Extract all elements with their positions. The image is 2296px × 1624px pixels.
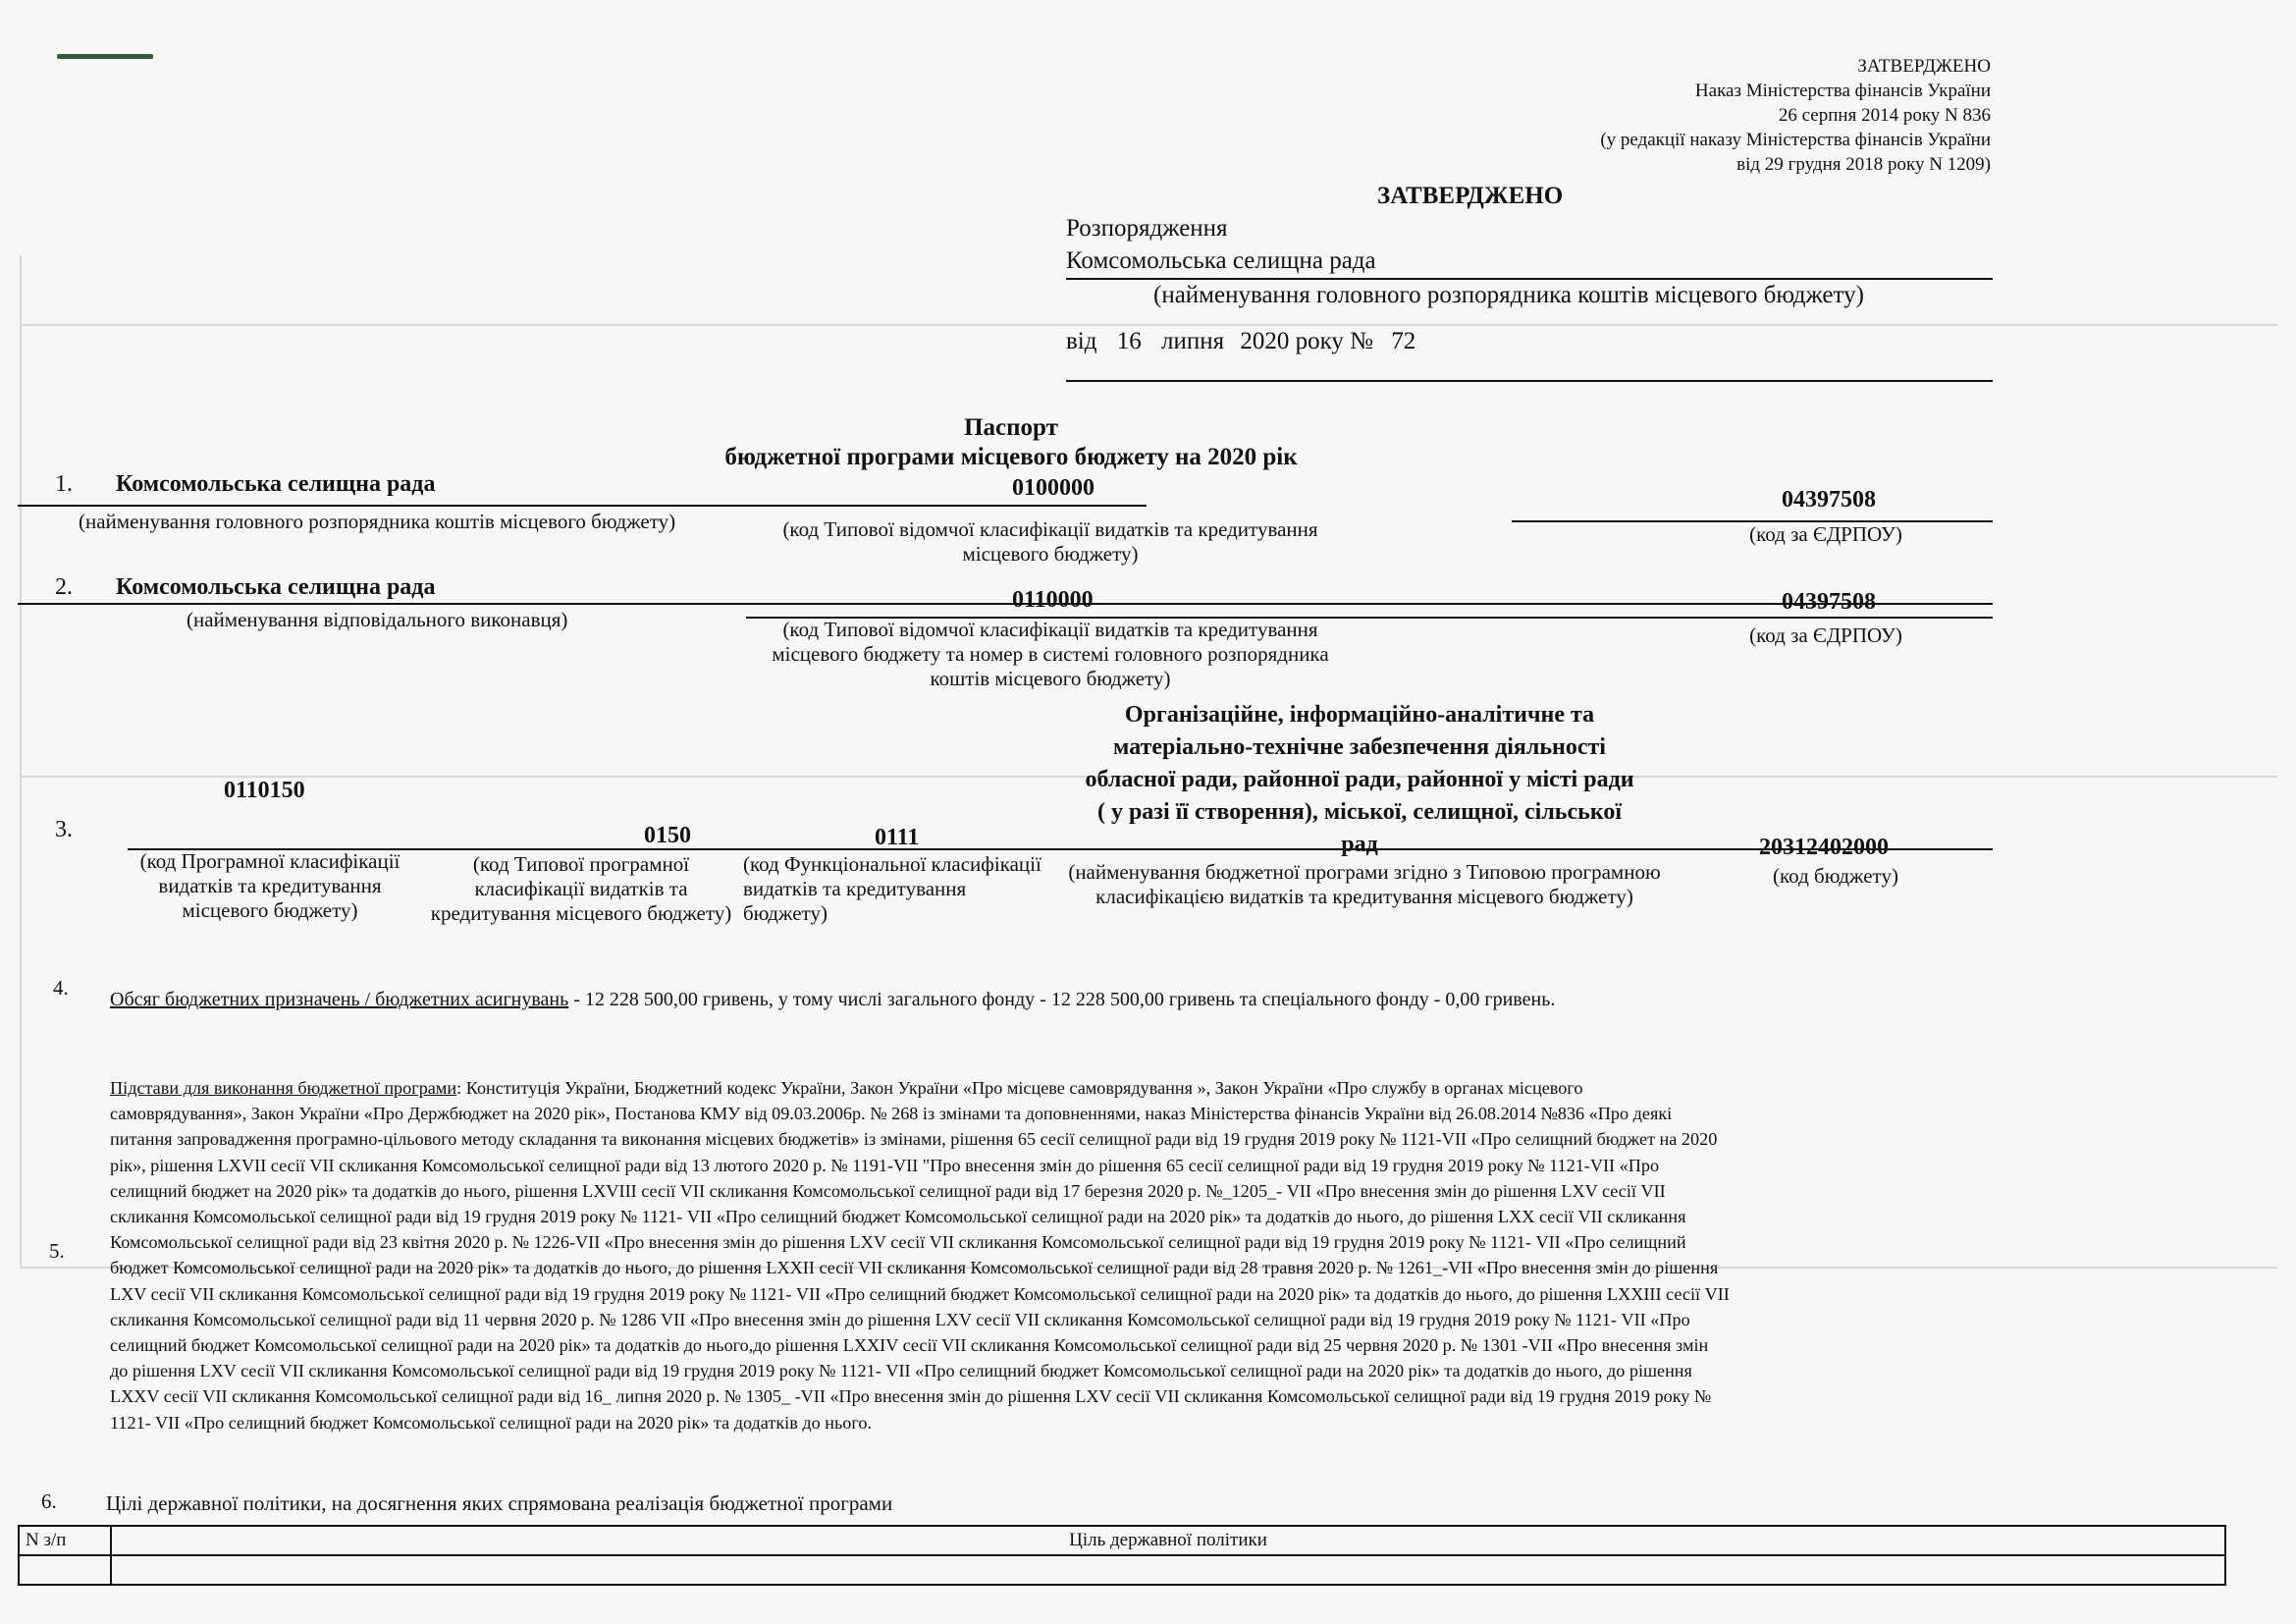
edrpou-code: 04397508: [1782, 487, 1876, 513]
basis-line: селищний бюджет на 2020 рік» та додатків до нього, рішення LXVIII сесії VII скликання Комсомольської селищної ради від 17 березня 2020 р. №_1205_- VII «Про внесення змін до рішення LXV сесії VII: [110, 1180, 1666, 1201]
row-number: 6.: [41, 1489, 57, 1513]
approval-line: від 29 грудня 2018 року N 1209): [1736, 154, 1991, 175]
caption-line: видатків та кредитування: [743, 877, 967, 900]
row-number: 5.: [49, 1239, 65, 1263]
caption-functional-code: [743, 852, 1057, 926]
date-month: липня: [1160, 328, 1225, 354]
allocation-label: Обсяг бюджетних призначень / бюджетних асигнувань: [110, 989, 569, 1010]
basis-line: бюджет Комсомольської селищної ради на 2020 рік» та додатків до нього, до рішення LXXII сесії VII скликання Комсомольської селищної ради від 28 травня 2020 р. № 1261_-VII «Про внесення змін до рішення: [110, 1258, 1719, 1278]
caption-line: видатків та кредитування: [158, 874, 382, 897]
executor-name: Комсомольська селищна рада: [116, 574, 436, 600]
allocation-text: [110, 989, 1555, 1011]
caption-edrpou: (код за ЄДРПОУ): [1749, 522, 1902, 546]
row-number: 2.: [55, 574, 73, 600]
basis-line: LXV сесії VII скликання Комсомольської селищної ради від 19 грудня 2019 року № 1121- VII «Про селищний бюджет Комсомольської селищної ради на 2020 рік» та додатків до нього, до рішення LXXIII сесії VII: [110, 1283, 1730, 1304]
basis-line: скликання Комсомольської селищної ради від 11 червня 2020 р. № 1286 VII «Про внесення змін до рішення LXV сесії VII скликання Комсомольської селищної ради від 19 грудня 2019 року № 1121- VII «Про: [110, 1309, 1690, 1329]
caption-typical-code: [424, 852, 738, 926]
caption-line: місцевого бюджету): [182, 898, 358, 922]
caption-executor-code: [746, 618, 1355, 691]
caption-line: (код Типової відомчої класифікації видатків та кредитування: [782, 618, 1318, 641]
basis-line: скликання Комсомольської селищної ради від 19 грудня 2019 року № 1121- VII «Про селищний бюджет Комсомольської селищної ради на 2020 рік» та додатків до нього, до рішення LXX сесії VII скликання: [110, 1207, 1686, 1227]
manager-name: Комсомольська селищна рада: [116, 471, 436, 497]
functional-code: 0111: [875, 825, 920, 850]
program-name-line: Організаційне, інформаційно-аналітичне та: [1124, 702, 1595, 728]
caption-line: коштів місцевого бюджету): [930, 667, 1171, 690]
caption-edrpou: (код за ЄДРПОУ): [1749, 623, 1902, 647]
department-code: 0100000: [1012, 475, 1095, 501]
approval-date: [1066, 328, 1415, 355]
green-ink-mark: [57, 54, 153, 59]
approval-doc-type: Розпорядження: [1066, 215, 1228, 242]
policy-goals-heading: Цілі державної політики, на досягнення яких спрямована реалізація бюджетної програми: [106, 1491, 893, 1515]
caption-department-code: [746, 517, 1355, 567]
basis-line: 1121- VII «Про селищний бюджет Комсомольської селищної ради на 2020 рік» та додатків до нього.: [110, 1412, 873, 1433]
caption-manager: (найменування головного розпорядника коштів місцевого бюджету): [79, 510, 676, 533]
budget-code: 20312402000: [1759, 835, 1889, 860]
basis-line: селищний бюджет Комсомольської селищної ради на 2020 рік» та додатків до нього,до рішення LXXIV сесії VII скликання Комсомольської селищної ради від 25 червня 2020 р. № 1301 -VII «Про внесення змін: [110, 1335, 1709, 1356]
caption-program-code: [128, 849, 412, 923]
order-number: 72: [1391, 328, 1416, 354]
col-goal-header: Ціль державної політики: [111, 1526, 2225, 1555]
underline: [1066, 278, 1993, 280]
program-code: 0110150: [224, 778, 305, 803]
underline: [1066, 380, 1993, 382]
caption-line: класифікації видатків та: [474, 877, 688, 900]
bleed-through-line: [20, 324, 2277, 326]
table-header-row: [19, 1526, 2225, 1555]
edrpou-code: 04397508: [1782, 589, 1876, 615]
row-number: 4.: [53, 976, 69, 1000]
approval-line: (у редакції наказу Міністерства фінансів України: [1600, 130, 1991, 150]
caption-line: (код Програмної класифікації: [139, 849, 400, 873]
basis-line: самоврядування», Закон України «Про Держбюджет на 2020 рік», Постанова КМУ від 09.03.2006р. № 268 із змінами та доповненнями, наказ Міністерства фінансів України від 26.08.2014 №836 «Про деякі: [110, 1104, 1673, 1124]
table-row: [19, 1555, 2225, 1585]
policy-goals-table: [18, 1525, 2226, 1586]
executor-code: 0110000: [1012, 587, 1094, 613]
basis-line: [110, 1075, 1980, 1101]
caption-line: (код Функціональної класифікації: [743, 852, 1041, 876]
caption-line: місцевого бюджету): [962, 542, 1139, 566]
caption-budget-code: (код бюджету): [1773, 864, 1898, 888]
program-name: [1041, 699, 1679, 861]
date-day: 16: [1116, 328, 1142, 354]
row-number: 1.: [55, 471, 73, 497]
date-prefix: від: [1066, 328, 1097, 354]
approval-line: 26 серпня 2014 року N 836: [1778, 105, 1991, 126]
caption-line: (найменування бюджетної програми згідно з Типовою програмною: [1068, 860, 1661, 884]
approval-header: [1304, 54, 1991, 177]
approval-org-caption: (найменування головного розпорядника коштів місцевого бюджету): [1153, 282, 1864, 308]
basis-text: : Конституція України, Бюджетний кодекс України, Закон України «Про місцеве самоврядування », Закон України «Про службу в органах місцевого: [456, 1078, 1583, 1098]
col-number-header: N з/п: [19, 1526, 111, 1555]
basis-line: Комсомольської селищної ради від 23 квітня 2020 р. № 1226-VII «Про внесення змін до рішення LXV сесії VII скликання Комсомольської селищної ради від 19 грудня 2019 року № 1121- VII «Про селищний: [110, 1232, 1686, 1253]
row-line: [18, 603, 1993, 605]
caption-line: бюджету): [743, 901, 828, 925]
approval-line: ЗАТВЕРДЖЕНО: [1857, 56, 1991, 77]
basis-line: до рішення LXV сесії VII скликання Комсомольської селищної ради від 19 грудня 2019 року № 1121- VII «Про селищний бюджет Комсомольської селищної ради на 2020 рік» та додатків до нього, до рішення: [110, 1361, 1692, 1381]
table-cell: [111, 1555, 2225, 1585]
basis-line: питання запровадження програмно-цільового методу складання та виконання місцевих бюджетів» із змінами, рішення 65 сесії селищної ради від 19 грудня 2019 року № 1121-VII «Про селищний бюджет на 2020: [110, 1129, 1718, 1150]
caption-line: місцевого бюджету та номер в системі головного розпорядника: [772, 642, 1329, 666]
program-name-line: ( у разі її створення), міської, селищної, сільської: [1096, 799, 1623, 825]
caption-line: (код Типової програмної: [472, 852, 690, 876]
program-name-line: рад: [1341, 832, 1378, 857]
caption-line: (код Типової відомчої класифікації видатків та кредитування: [782, 517, 1318, 541]
caption-executor: (найменування відповідального виконавця): [187, 608, 568, 631]
approval-title: ЗАТВЕРДЖЕНО: [1377, 183, 1564, 209]
typical-program-code: 0150: [644, 823, 691, 848]
bleed-through-line: [20, 255, 22, 1267]
row-number: 3.: [55, 817, 73, 842]
caption-line: кредитування місцевого бюджету): [430, 901, 732, 925]
row-line: [18, 505, 1147, 507]
passport-subtitle: бюджетної програми місцевого бюджету на 2020 рік: [724, 444, 1298, 470]
program-name-line: обласної ради, районної ради, районної у місті ради: [1085, 767, 1634, 792]
table-cell: [19, 1555, 111, 1585]
caption-line: класифікацією видатків та кредитування місцевого бюджету): [1095, 885, 1633, 908]
basis-line: LXXV сесії VII скликання Комсомольської селищної ради від 16_ липня 2020 р. № 1305_ -VII «Про внесення змін до рішення LXV сесії VII скликання Комсомольської селищної ради від 19 грудня 2019 року №: [110, 1386, 1712, 1407]
caption-program-name: [1065, 860, 1664, 909]
passport-title: Паспорт: [964, 414, 1058, 441]
approval-line: Наказ Міністерства фінансів України: [1694, 81, 1991, 101]
date-year: 2020 року №: [1240, 328, 1374, 354]
basis-label: Підстави для виконання бюджетної програми: [110, 1078, 457, 1098]
program-basis: [110, 1075, 1980, 1435]
approval-org-name: Комсомольська селищна рада: [1066, 247, 1376, 274]
allocation-amounts: - 12 228 500,00 гривень, у тому числі загального фонду - 12 228 500,00 гривень та спеціального фонду - 0,00 гривень.: [568, 989, 1556, 1010]
basis-line: рік», рішення LXVII сесії VII скликання Комсомольської селищної ради від 13 лютого 2020 р. № 1191-VII "Про внесення змін до рішення 65 сесії селищної ради від 19 грудня 2019 року № 1121-VII «Про: [110, 1155, 1660, 1175]
program-name-line: матеріально-технічне забезпечення діяльності: [1113, 734, 1606, 760]
